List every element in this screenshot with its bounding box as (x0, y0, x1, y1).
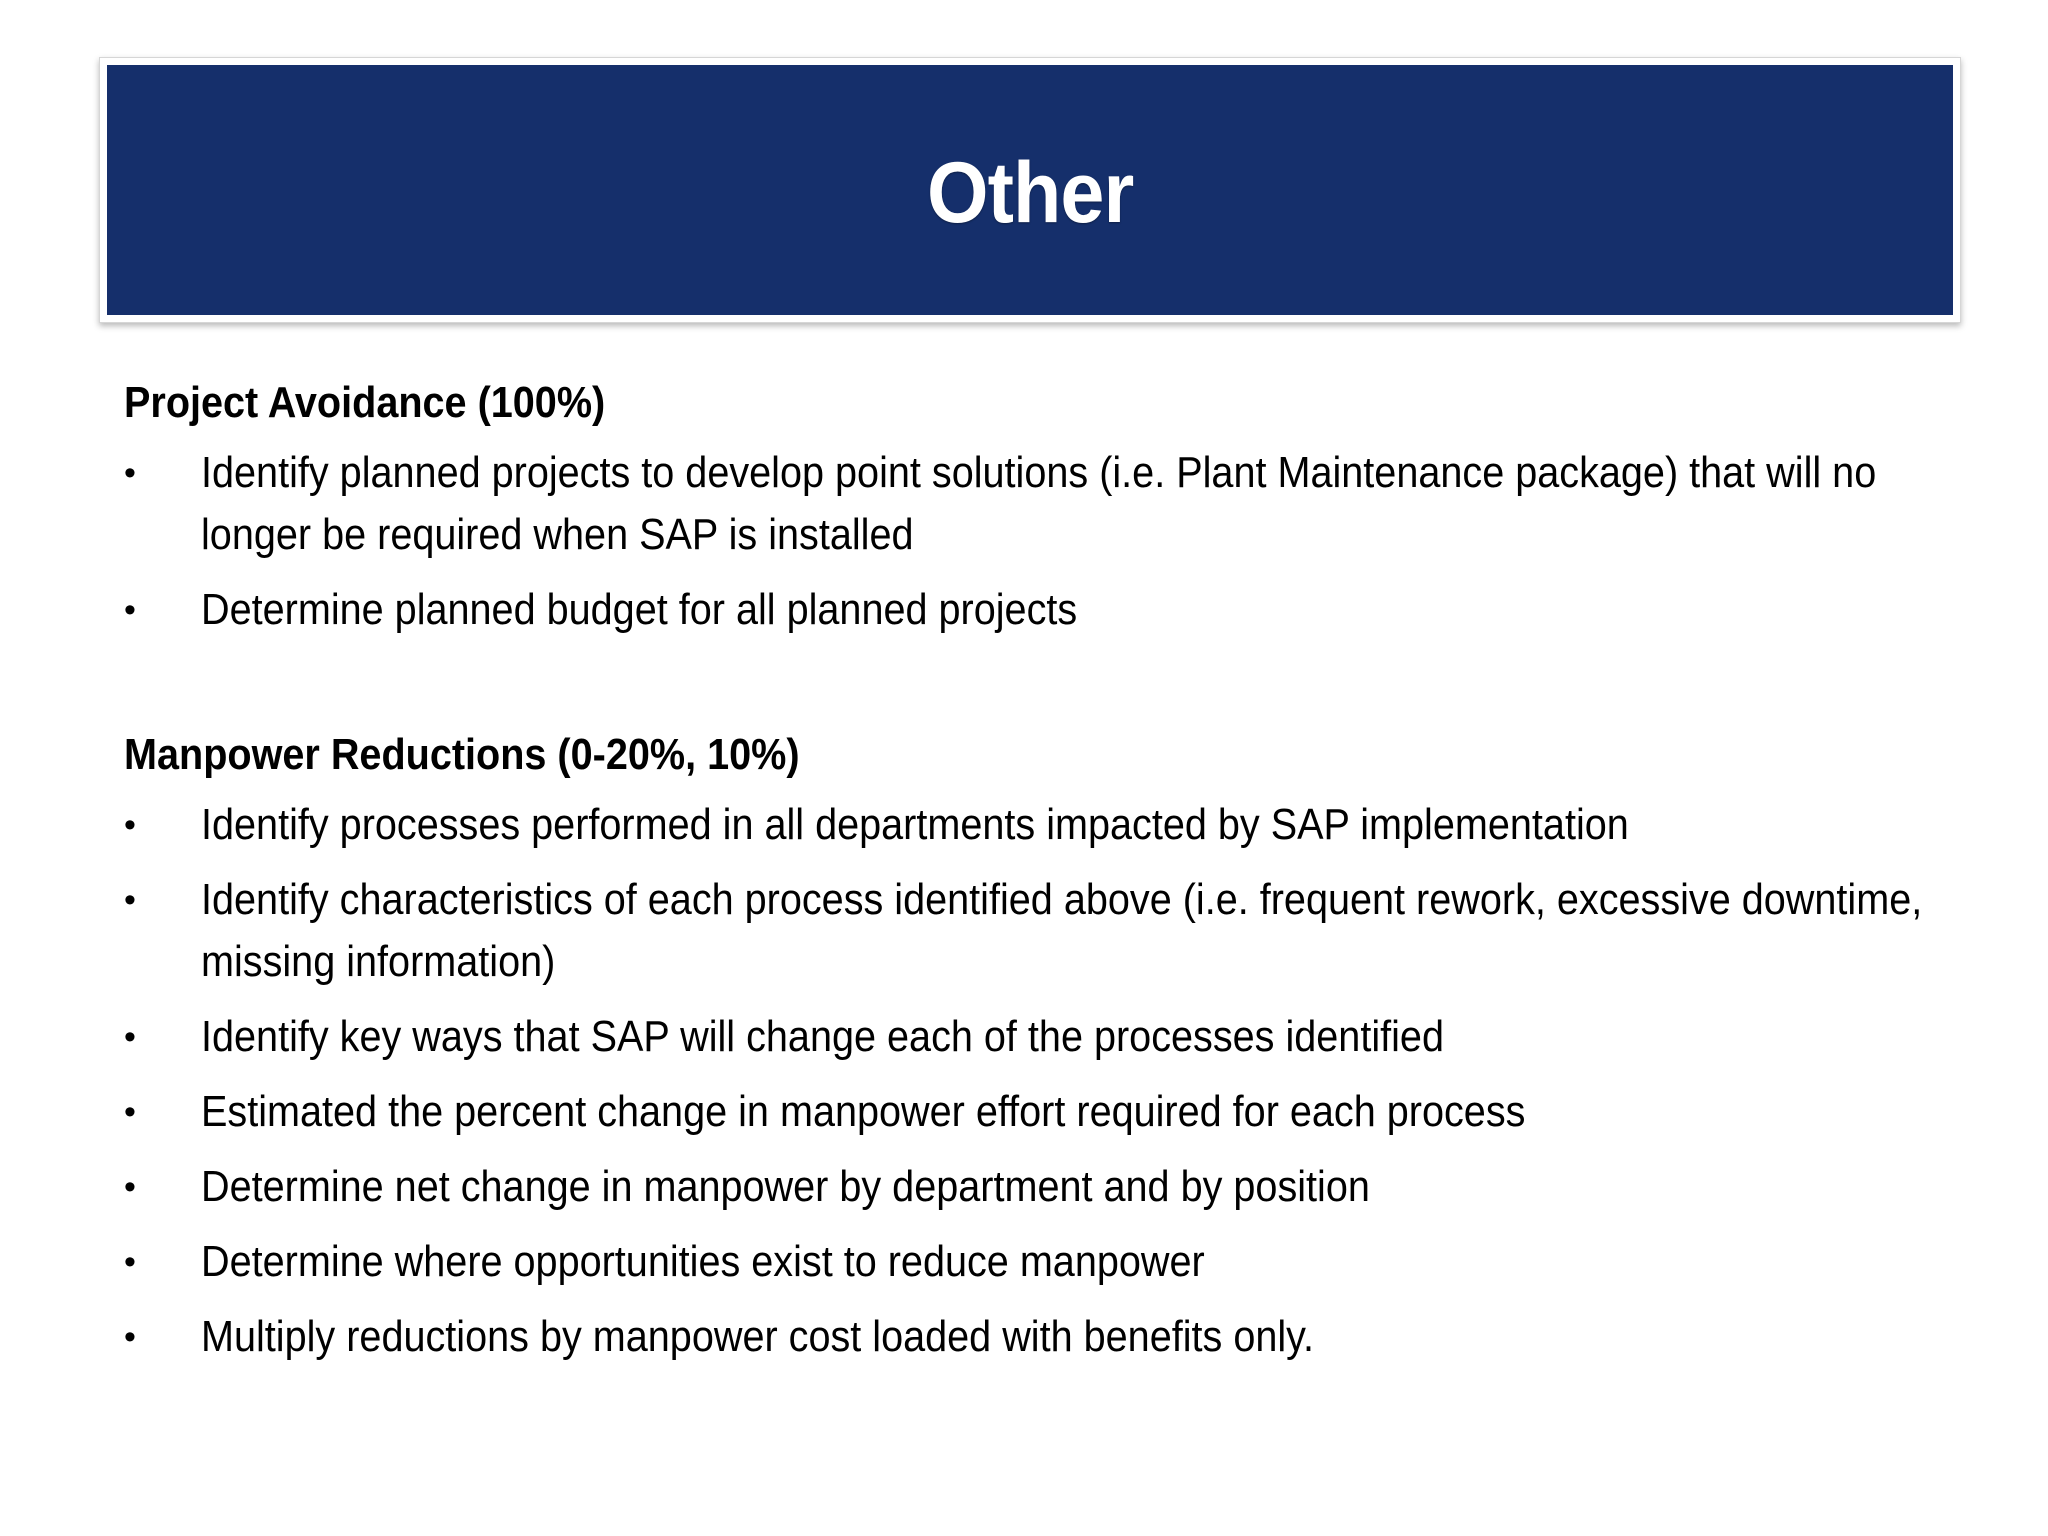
bullet-text: Estimated the percent change in manpower effort required for each process (201, 1087, 1526, 1136)
bullet-item (124, 1156, 1944, 1218)
slide-title: Other (926, 144, 1134, 241)
bullet-item (124, 1231, 1944, 1293)
section-spacer (124, 654, 1944, 724)
title-frame (99, 57, 1961, 323)
section-heading: Project Avoidance (100%) (124, 378, 606, 427)
bullet-icon: • (124, 806, 136, 844)
bullet-item (124, 442, 1944, 566)
bullet-text: Multiply reductions by manpower cost loaded with benefits only. (201, 1312, 1315, 1361)
bullet-item (124, 1081, 1944, 1143)
bullet-item (124, 869, 1944, 993)
bullet-icon: • (124, 1318, 136, 1356)
bullet-icon: • (124, 454, 136, 492)
bullet-item (124, 1306, 1944, 1368)
section-manpower-reductions (124, 724, 1944, 1368)
bullet-list (124, 794, 1944, 1368)
bullet-text: Identify key ways that SAP will change each of the processes identified (201, 1012, 1444, 1061)
bullet-text: Identify planned projects to develop point solutions (i.e. Plant Maintenance package) that will no longer be required when SAP is installed (201, 448, 1877, 559)
bullet-icon: • (124, 1168, 136, 1206)
bullet-icon: • (124, 1018, 136, 1056)
bullet-list (124, 442, 1944, 641)
slide-content (124, 372, 1944, 1381)
bullet-item (124, 794, 1944, 856)
section-heading: Manpower Reductions (0-20%, 10%) (124, 730, 800, 779)
bullet-item (124, 579, 1944, 641)
title-bar (107, 65, 1953, 315)
bullet-text: Identify processes performed in all departments impacted by SAP implementation (201, 800, 1629, 849)
bullet-text: Determine planned budget for all planned projects (201, 585, 1078, 634)
bullet-text: Identify characteristics of each process identified above (i.e. frequent rework, excessive downtime, missing information) (201, 875, 1923, 986)
bullet-text: Determine where opportunities exist to reduce manpower (201, 1237, 1205, 1286)
bullet-item (124, 1006, 1944, 1068)
bullet-icon: • (124, 1243, 136, 1281)
bullet-icon: • (124, 881, 136, 919)
section-project-avoidance (124, 372, 1944, 641)
bullet-icon: • (124, 591, 136, 629)
bullet-text: Determine net change in manpower by department and by position (201, 1162, 1370, 1211)
bullet-icon: • (124, 1093, 136, 1131)
